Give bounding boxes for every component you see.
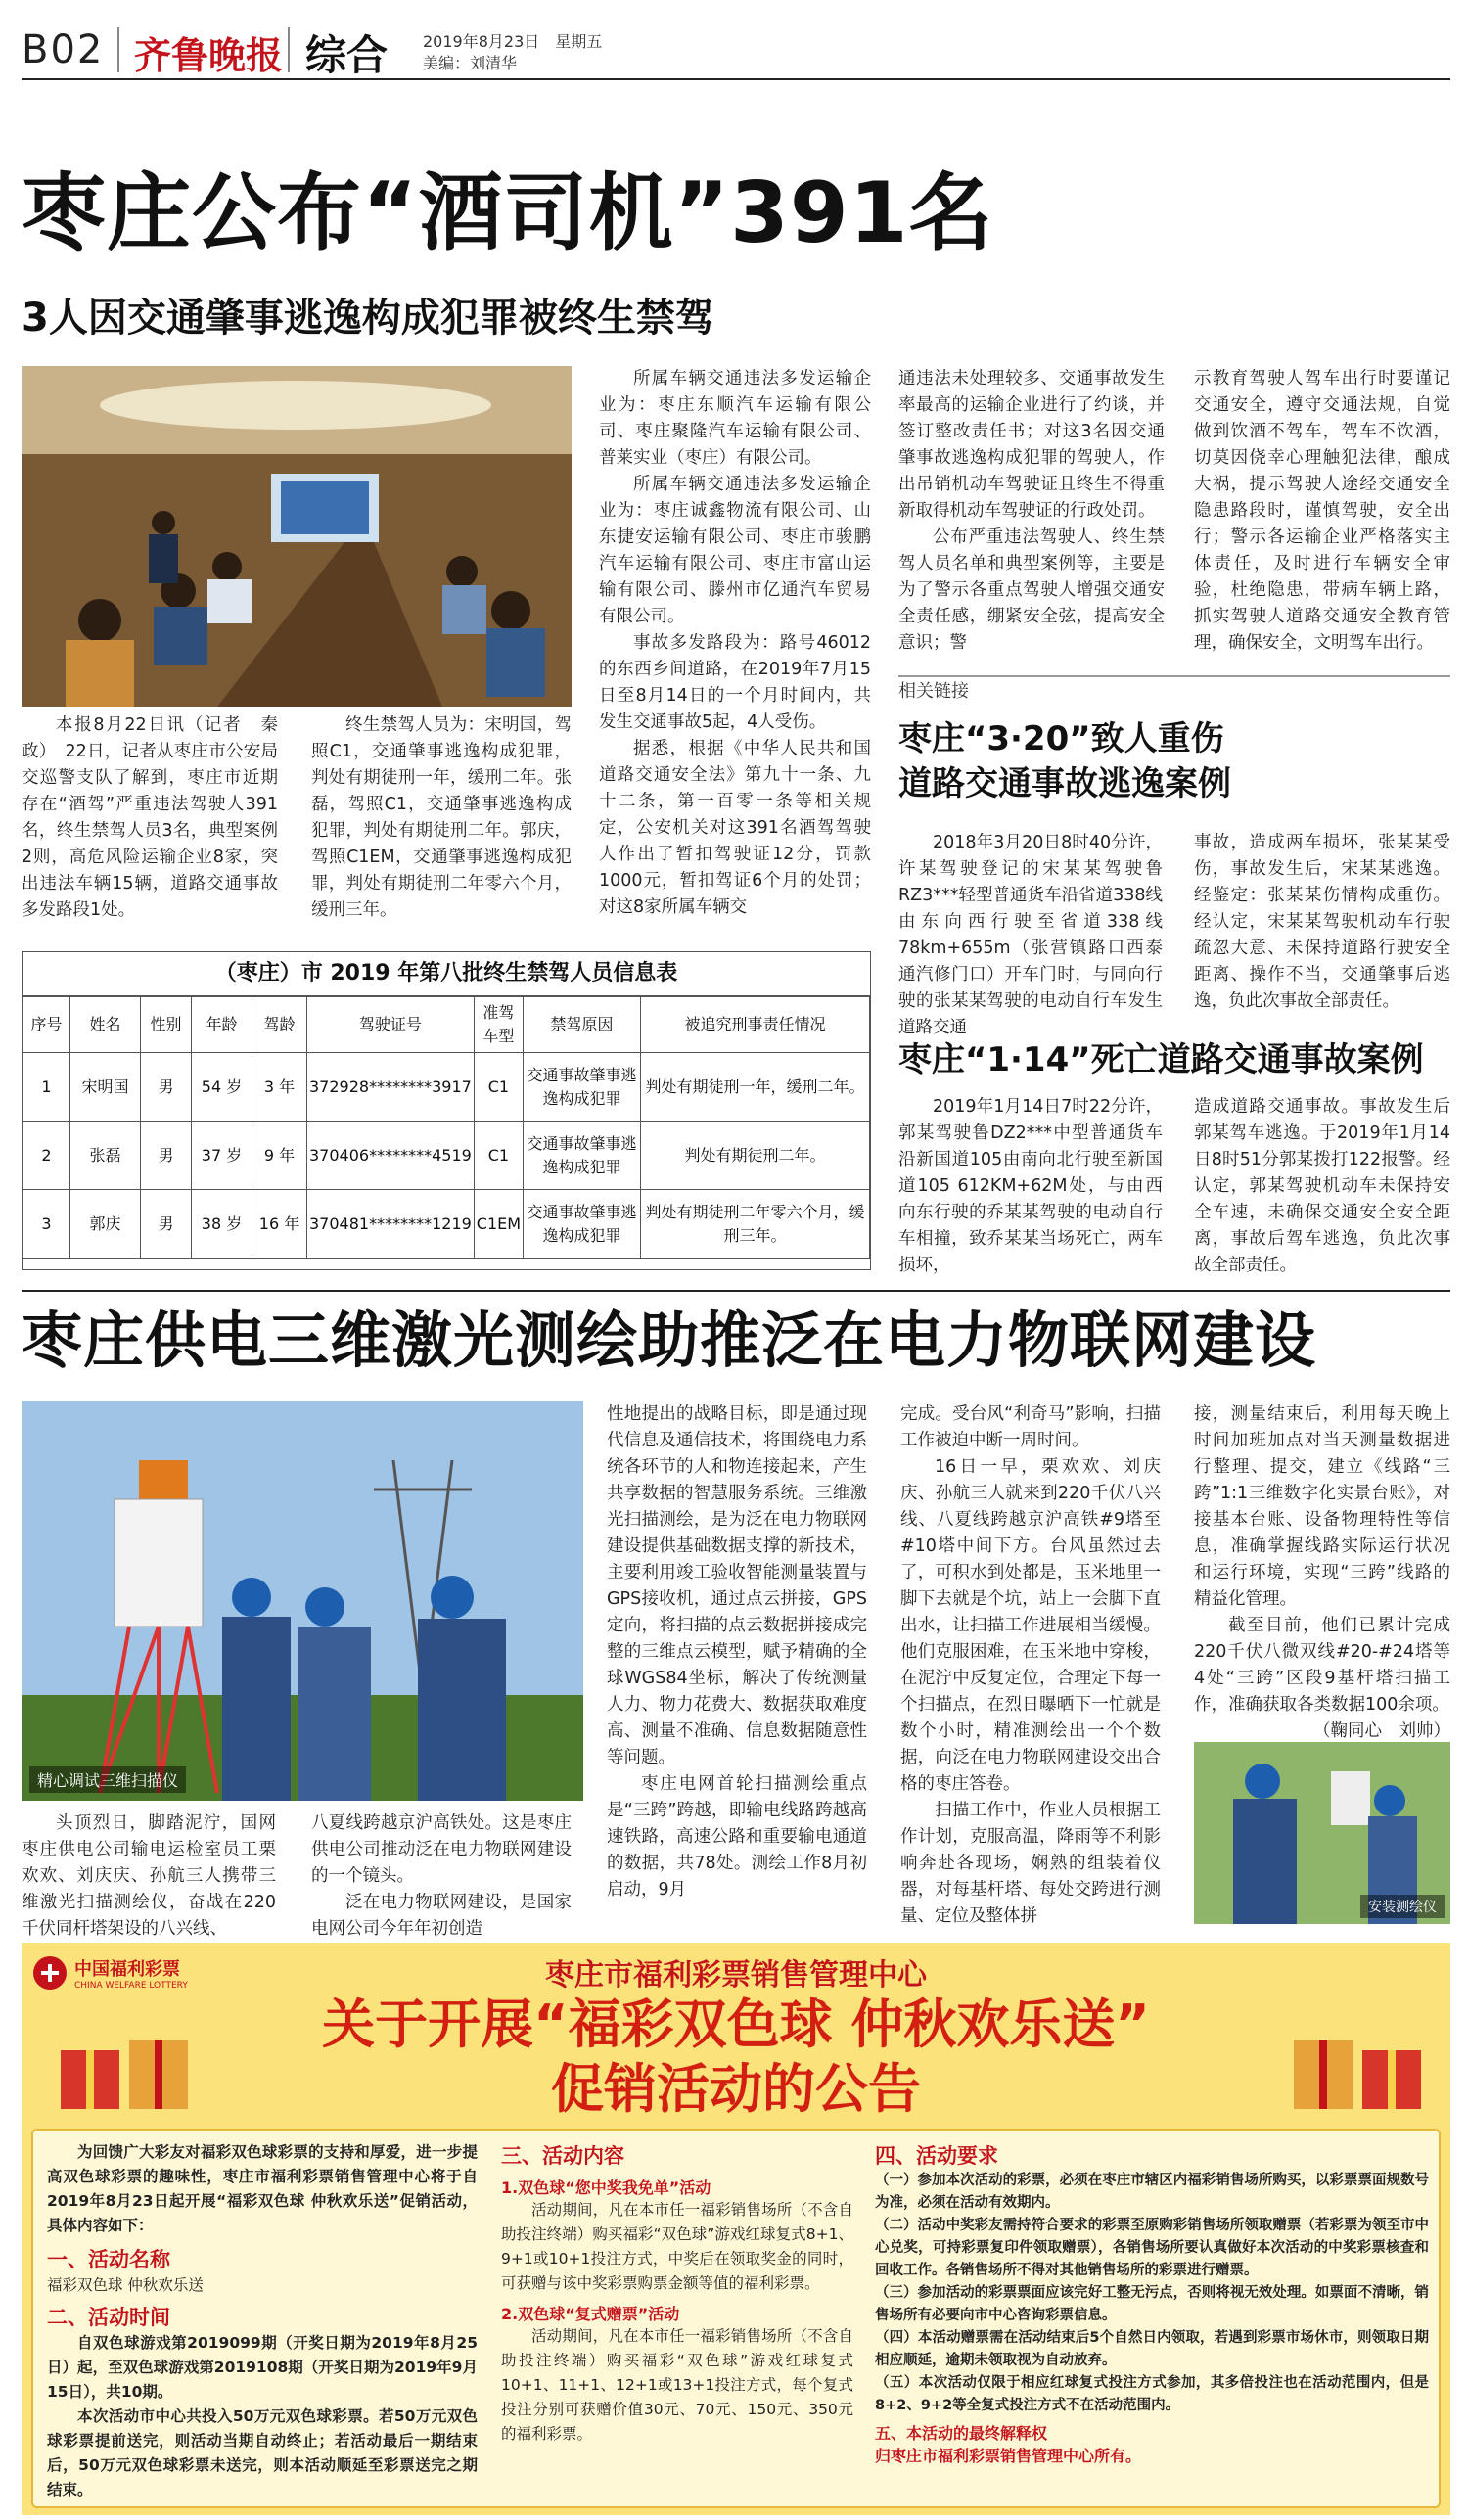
meeting-photo [22, 366, 572, 707]
article1-lead: 本报8月22日讯（记者 秦政） 22日，记者从枣庄市公安局交巡警支队了解到，枣庄市近期存在“酒驾”严重违法驾驶人391名，终生禁驾人员3名，典型案例2则，高危风险运输企业8家，突出违法车辆15辆，道路交通事故多发路段1处。 [22, 715, 278, 920]
related-link-label: 相关链接 [898, 681, 969, 702]
th-reason: 禁驾原因 [524, 997, 641, 1053]
ad-section-1: 一、活动名称 [47, 2248, 170, 2271]
article2-headline: 枣庄供电三维激光测绘助推泛在电力物联网建设 [22, 1305, 1317, 1376]
table-row: 3 郭庆 男 38 岁 16 年 370481********1219 C1EM 交通事故肇事逃逸构成犯罪 判处有期徒刑二年零六个月，缓刑三年。 [23, 1190, 870, 1259]
article2-col4: 完成。受台风“利奇马”影响，扫描工作被迫中断一周时间。 16日一早，栗欢欢、刘庆庆、孙航三人就来到220千伏八兴线、八夏线跨越京沪高铁#9塔至#10塔中间下方。台风虽然过去了，可积水到处都是，玉米地里一脚下去就是个坑，站上一会脚下直出水，让扫描工作进展相当缓慢。他们克服困难，在玉米地中穿梭，在泥泞中反复定位，合理定下每一个扫描点，在烈日曝晒下一忙就是数个小时，精准测绘出一个个数据，向泛在电力物联网建设交出合格的枣庄答卷。 扫描工作中，作业人员根据工作计划，克服高温，降雨等不利影响奔赴各现场，娴熟的组装着仪器，对每基杆塔、每处交跨进行测量、定位及整体拼 [900, 1404, 1161, 1926]
ad-col2: 三、活动内容 1.双色球“您中奖我免单”活动 活动期间，凡在本市任一福彩销售场所（不含自助投注终端）购买福彩“双色球”游戏红球复式8+1、9+1或10+1投注方式，中奖后在领取奖金的同时，可获赠与该中奖彩票购票金额等值的福利彩票。 2.双色球“复式赠票”活动 活动期间，凡在本市任一福彩销售场所（不含自助投注终端）购买福彩“双色球”游戏红球复式10+1、11+1、12+1或13+1投注方式，每个复式投注分别可获赠价值30元、70元、150元、350元的福利彩票。 [501, 2140, 853, 2447]
th-name: 姓名 [70, 997, 141, 1053]
divider [898, 675, 1450, 677]
table-header-row [23, 997, 870, 1053]
case1-col1: 2018年3月20日8时40分许，许某驾驶登记的宋某某驾驶鲁RZ3***轻型普通货车沿省道338线由东向西行驶至省道338线78km+655m（张营镇路口西泰通汽修门口）开车门时，与同向行驶的张某某驾驶的电动自行车发生道路交通 [898, 833, 1163, 1037]
th-sentence: 被追究刑事责任情况 [641, 997, 870, 1053]
ad-col3: 四、活动要求 （一）参加本次活动的彩票，必须在枣庄市辖区内福彩销售场所购买，以彩票票面规数号为准，必须在活动有效期内。 （二）活动中奖彩友需持符合要求的彩票至原购彩销售场所领取赠票（若彩票为领至市中心兑奖，可持彩票复印件领取赠票），各销售场所要认真做好本次活动的中奖彩票核查和回收工作。各销售场所不得对其他销售场所的彩票进行赠票。 （三）参加活动的彩票票面应该完好工整无污点，否则将视无效处理。如票面不清晰，销售场所有必要向市中心咨询彩票信息。 （四）本活动赠票需在活动结束后5个自然日内领取，若遇到彩票市场休市，则领取日期相应顺延，逾期未领取视为自动放弃。 （五）本次活动仅限于相应红球复式投注方式参加，其多倍投注也在活动范围内，但是8+2、9+2等全复式投注方式不在活动范围内。 五、本活动的最终解释权 归枣庄市福利彩票销售管理中心所有。 [875, 2140, 1429, 2466]
ad-title-line2: 促销活动的公告 [551, 2058, 921, 2120]
header-divider [288, 27, 290, 72]
article2-col2: 八夏线跨越京沪高铁处。这是枣庄供电公司推动泛在电力物联网建设的一个镜头。 泛在电力物联网建设，是国家电网公司今年年初创造 [311, 1813, 572, 1939]
article1-headline: 枣庄公布“酒司机”391名 [22, 164, 994, 262]
lottery-ad [22, 1943, 1450, 2515]
case1-title: 枣庄“3·20”致人重伤 道路交通事故逃逸案例 [898, 719, 1231, 803]
case1-col2: 事故，造成两车损坏，张某某受伤，事故发生后，宋某某逃逸。经鉴定：张某某伤情构成重伤。经认定，宋某某驾驶机动车行驶疏忽大意、未保持道路行驶安全距离、操作不当，交通肇事后逃逸，负此次事故全部责任。 [1194, 833, 1450, 1011]
case2-col1: 2019年1月14日7时22分许，郭某驾驶鲁DZ2***中型普通货车沿新国道105由南向北行驶至新国道105 612KM+62M处，与由西向东行驶的乔某某驾驶的电动自行车相撞，致乔某某当场死亡，两车损坏， [898, 1097, 1163, 1275]
gift-icon [1284, 2011, 1431, 2129]
article1-col4: 通违法未处理较多、交通事故发生率最高的运输企业进行了约谈，并签订整改责任书；对这3名因交通肇事故逃逸构成犯罪的驾驶人，作出吊销机动车驾驶证且终生不得重新取得机动车驾驶证的行政处罚。 公布严重违法驾驶人、终生禁驾人员名单和典型案例等，主要是为了警示各重点驾驶人增强交通安全责任感，绷紧安全弦，提高安全意识；警 [898, 369, 1165, 653]
dateline [423, 31, 602, 74]
ad-section-3: 三、活动内容 [501, 2144, 624, 2168]
table-title: （枣庄）市 2019 年第八批终生禁驾人员信息表 [23, 952, 870, 996]
info-table [23, 996, 870, 1259]
logo-en: CHINA WELFARE LOTTERY [74, 1981, 188, 1991]
date: 2019年8月23日 星期五 [423, 32, 603, 51]
th-gender: 性别 [141, 997, 192, 1053]
surveying-photo [22, 1401, 583, 1801]
section-name: 综合 [305, 31, 389, 79]
ad-section-4: 四、活动要求 [875, 2144, 998, 2168]
table-row: 2 张磊 男 37 岁 9 年 370406********4519 C1 交通事故肇事逃逸构成犯罪 判处有期徒刑二年。 [23, 1122, 870, 1190]
logo-cn: 中国福利彩票 [74, 1959, 180, 1980]
ad-org: 枣庄市福利彩票销售管理中心 [545, 1958, 927, 1993]
th-license-years: 驾龄 [252, 997, 307, 1053]
article1-col3: 所属车辆交通违法多发运输企业为：枣庄东顺汽车运输有限公司、枣庄聚隆汽车运输有限公司、普莱实业（枣庄）有限公司。 所属车辆交通违法多发运输企业为：枣庄诚鑫物流有限公司、山东捷安运输有限公司、枣庄市骏鹏汽车运输有限公司、枣庄市富山运输有限公司、滕州市亿通汽车贸易有限公司。 事故多发路段为：路号46012的东西乡间道路，在2019年7月15日至8月14日的一个月时间内，共发生交通事故5起，4人受伤。 据悉，根据《中华人民共和国道路交通安全法》第九十一条、九十二条，第一百零一条等相关规定，公安机关对这391名酒驾驾驶人作出了暂扣驾驶证12分，罚款1000元，暂扣驾证6个月的处罚；对这8家所属车辆交 [599, 369, 871, 917]
header-divider [117, 27, 119, 72]
page-number: B02 [22, 27, 105, 72]
article1-subheadline: 3人因交通肇事逃逸构成犯罪被终生禁驾 [22, 296, 714, 341]
article2-col1: 头顶烈日，脚踏泥泞，国网枣庄供电公司输电运检室员工栗欢欢、刘庆庆、孙航三人携带三维激光扫描测绘仪，奋战在220千伏同杆塔架设的八兴线、 [22, 1813, 276, 1939]
banned-drivers-table [22, 951, 871, 1270]
case2-title: 枣庄“1·14”死亡道路交通事故案例 [898, 1040, 1424, 1079]
installing-photo [1194, 1742, 1450, 1924]
photo2-caption: 安装测绘仪 [1360, 1895, 1445, 1918]
table-row: 1 宋明国 男 54 岁 3 年 372928********3917 C1 交通事故肇事逃逸构成犯罪 判处有期徒刑一年，缓刑二年。 [23, 1053, 870, 1122]
editor: 美编：刘清华 [423, 54, 518, 72]
section-divider [22, 1290, 1450, 1292]
article1-col5: 示教育驾驶人驾车出行时要谨记交通安全，遵守交通法规，自觉做到饮酒不驾车，驾车不饮酒，切莫因侥幸心理触犯法律，酿成大祸，提示驾驶人途经交通安全隐患路段时，谨慎驾驶，安全出行；警示各运输企业严格落实主体责任，及时进行车辆安全审验，杜绝隐患，带病车辆上路，抓实驾驶人道路交通安全教育管理，确保安全，文明驾车出行。 [1194, 369, 1450, 653]
ad-content-box [31, 2129, 1441, 2508]
ad-col1: 为回馈广大彩友对福彩双色球彩票的支持和厚爱，进一步提高双色球彩票的趣味性，枣庄市福利彩票销售管理中心将于自2019年8月23日起开展“福彩双色球 仲秋欢乐送”促销活动，具体内容如下： 一、活动名称 福彩双色球 仲秋欢乐送 二、活动时间 自双色球游戏第2019099期（开奖日期为2019年8月25日）起，至双色球游戏第2019108期（开奖日期为2019年9月15日），共10期。 本次活动市中心共投入50万元双色球彩票。若50万元双色球彩票提前送完，则活动当期自动终止；若活动最后一期结束后，50万元双色球彩票未送完，则本活动顺延至彩票送完之期结束。 [47, 2143, 478, 2498]
th-index: 序号 [23, 997, 70, 1053]
newspaper-name: 齐鲁晚报 [134, 33, 284, 77]
page-header [22, 20, 1450, 80]
gift-icon [51, 2011, 198, 2129]
ad-title-line1: 关于开展“福彩双色球 仲秋欢乐送” [322, 1993, 1150, 2055]
th-vehicle-class: 准驾车型 [474, 997, 523, 1053]
case2-col2: 造成道路交通事故。事故发生后郭某驾车逃逸。于2019年1月14日8时51分郭某拨打122报警。经认定，郭某驾驶机动车未保持安全车速，未确保交通安全安全距离，事故后驾车逃逸，负此次事故全部责任。 [1194, 1097, 1450, 1275]
article1-col2: 终生禁驾人员为：宋明国，驾照C1，交通肇事逃逸构成犯罪，判处有期徒刑一年，缓刑二年。张磊，驾照C1，交通肇事逃逸构成犯罪，判处有期徒刑二年。郭庆，驾照C1EM，交通肇事逃逸构成犯罪，判处有期徒刑二年零六个月，缓刑三年。 [311, 715, 572, 920]
th-license-no: 驾驶证号 [307, 997, 475, 1053]
th-age: 年龄 [192, 997, 252, 1053]
article2-col5: 接，测量结束后，利用每天晚上时间加班加点对当天测量数据进行整理、提交，建立《线路“三跨”1:1三维数字化实景台账》，对接基本台账、设备物理特性等信息，准确掌握线路实际运行状况和运行环境，实现“三跨”线路的精益化管理。 截至目前，他们已累计完成220千伏八微双线#20-#24塔等4处“三跨”区段9基杆塔扫描工作，准确获取各类数据100余项。 （鞠同心 刘帅） [1194, 1404, 1450, 1741]
article2-col3: 性地提出的战略目标，即是通过现代信息及通信技术，将围绕电力系统各环节的人和物连接起来，产生共享数据的智慧服务系统。三维激光扫描测绘，是为泛在电力物联网建设提供基础数据支撑的新技术，主要利用竣工验收智能测量装置与GPS接收机，通过点云拼接，GPS定向，将扫描的点云数据拼接成完整的三维点云模型，赋予精确的全球WGS84坐标，解决了传统测量人力、物力花费大、数据获取难度高、测量不准确、信息数据随意性等问题。 枣庄电网首轮扫描测绘重点是“三跨”跨越，即输电线路跨越高速铁路，高速公路和重要输电通道的数据，共78处。测绘工作8月初启动，9月 [607, 1404, 867, 1900]
ad-section-2: 二、活动时间 [47, 2306, 170, 2329]
photo-caption: 精心调试三维扫描仪 [29, 1766, 186, 1793]
